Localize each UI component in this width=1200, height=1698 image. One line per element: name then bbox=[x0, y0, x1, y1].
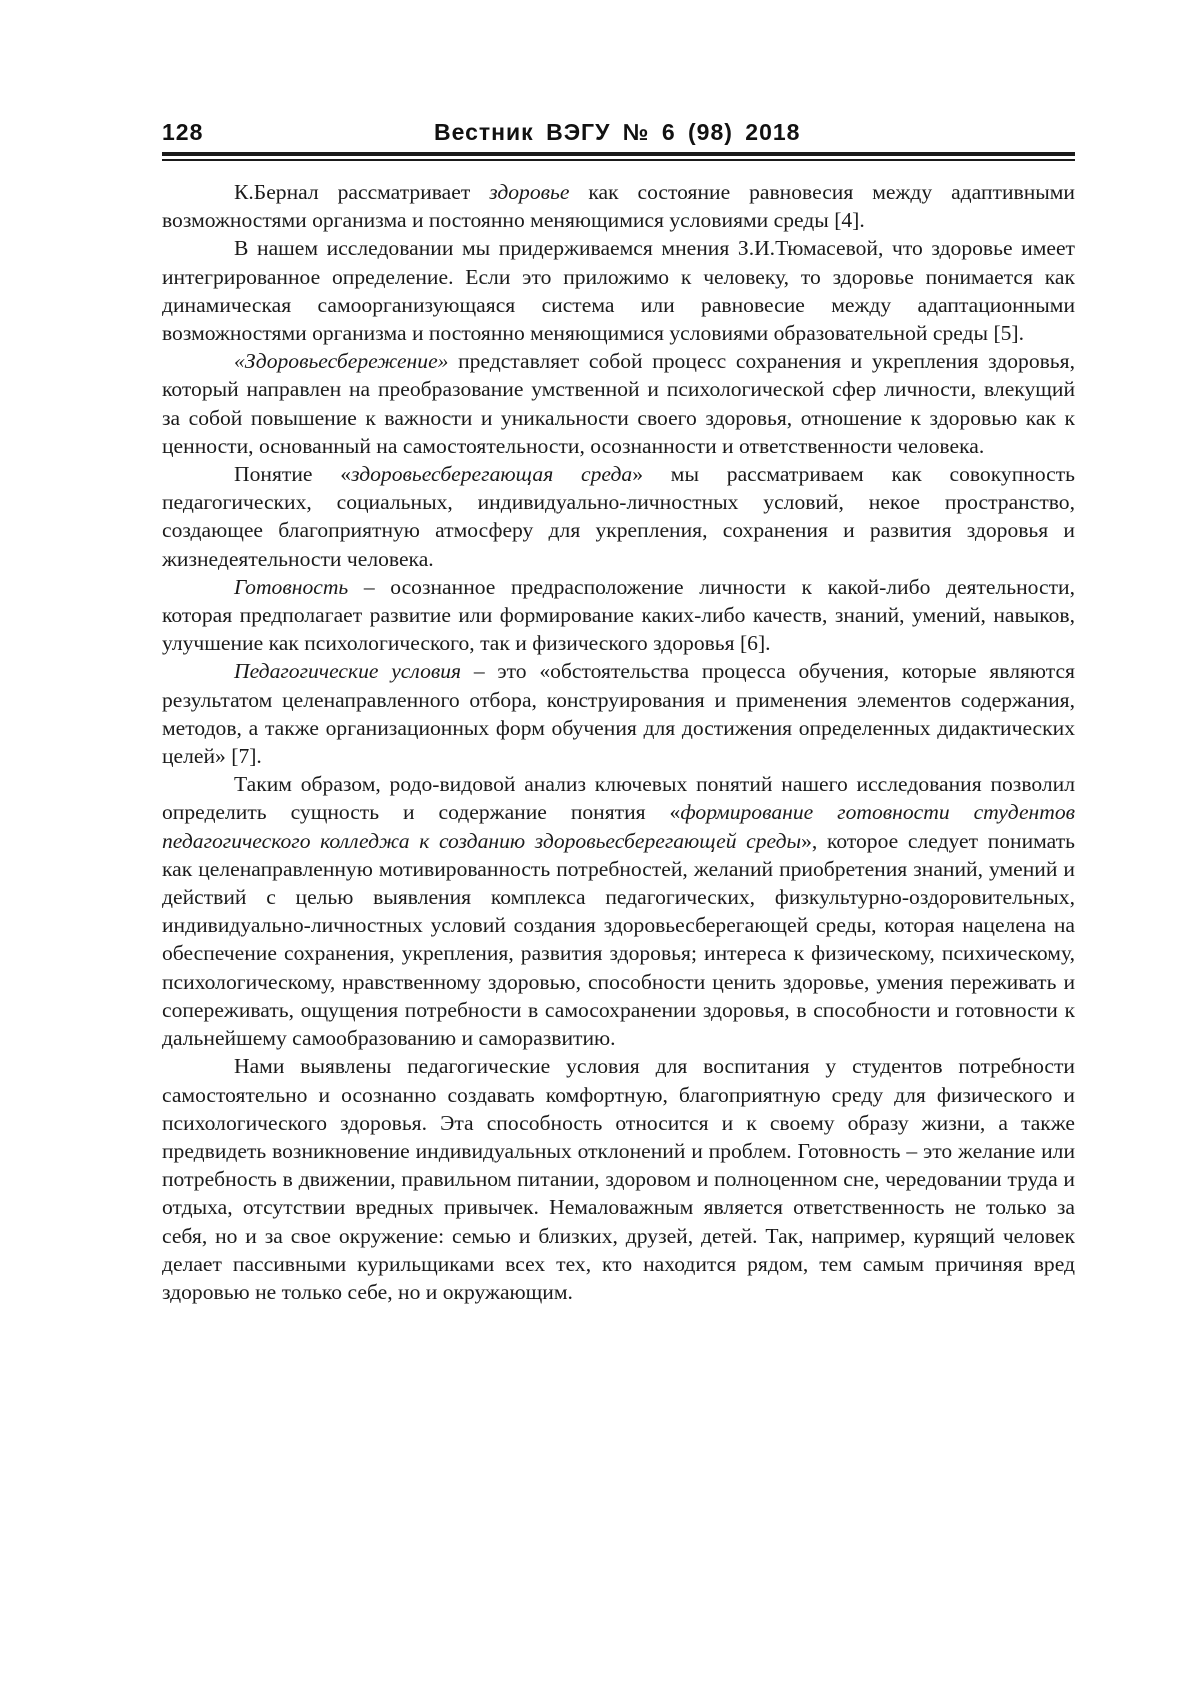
term-italic: Педагогические условия bbox=[234, 659, 462, 684]
text-run: Таким образом, родо-видовой анализ ключевых понятий нашего исследования позволил определить сущность и содержание понятия « bbox=[162, 772, 1075, 825]
page-header bbox=[162, 119, 1075, 153]
text-run: как состояние равновесия между адаптивными возможностями организма и постоянно меняющимися условиями среды [4]. bbox=[162, 180, 1075, 233]
term-italic: Готовность bbox=[234, 574, 349, 599]
page-number: 128 bbox=[162, 119, 204, 145]
term-italic: здоровьесберегающая среда bbox=[351, 462, 633, 487]
text-run: Понятие « bbox=[234, 462, 352, 487]
paragraph-health-saving bbox=[162, 347, 1075, 460]
paragraph-conditions-identified bbox=[162, 1052, 1075, 1306]
paragraph-tyumaseva bbox=[162, 234, 1075, 347]
term-italic: «Здоровьесбережение» bbox=[234, 349, 449, 374]
text-run: В нашем исследовании мы придерживаемся мнения З.И.Тюмасевой, что здоровье имеет интегрированное определение. Если это приложимо к человеку, то здоровье понимается как динамическая самоорганизующаяся система или равновесие между адаптационными возможностями организма и постоянно меняющимися условиями образовательной среды [5]. bbox=[162, 236, 1075, 346]
journal-title: Вестник ВЭГУ № 6 (98) 2018 bbox=[434, 119, 801, 145]
text-run: – это «обстоятельства процесса обучения, которые являются результатом целенаправленного отбора, конструирования и применения элементов содержания, методов, а также организационных форм обучения для достижения определенных дидактических целей» [7]. bbox=[162, 659, 1075, 769]
text-run: », которое следует понимать как целенаправленную мотивированность потребностей, желаний приобретения знаний, умений и действий с целью выявления комплекса педагогических, физкультурно-оздоровительных, индивидуально-личностных условий создания здоровьесберегающей среды, которая нацелена на обеспечение сохранения, укрепления, развития здоровья; интереса к физическому, психическому, психологическому, нравственному здоровью, способности ценить здоровье, умения переживать и сопереживать, ощущения потребности в самосохранении здоровья, в способности и готовности к дальнейшему самообразованию и саморазвитию. bbox=[162, 828, 1075, 1051]
paragraph-pedagogical-conditions bbox=[162, 657, 1075, 770]
paragraph-analysis bbox=[162, 770, 1075, 1052]
paragraph-environment bbox=[162, 460, 1075, 573]
text-run: К.Бернал рассматривает bbox=[234, 180, 490, 204]
paragraph-bernal bbox=[162, 178, 1075, 234]
header-rule-thin bbox=[162, 159, 1075, 161]
term-italic: здоровье bbox=[489, 180, 570, 204]
term-italic: формирование готовности студентов педагогического колледжа к созданию здоровьесберегающей среды bbox=[162, 800, 1076, 853]
text-run: » мы рассматриваем как совокупность педагогических, социальных, индивидуально-личностных условий, некое пространство, создающее благоприятную атмосферу для укрепления, сохранения и развития здоровья и жизнедеятельности человека. bbox=[162, 462, 1076, 571]
text-run: представляет собой процесс сохранения и укрепления здоровья, который направлен на преобразование умственной и психологической сфер личности, влекущий за собой повышение к важности и уникальности своего здоровья, отношение к здоровью как к ценности, основанный на самостоятельности, осознанности и ответственности человека. bbox=[162, 349, 1075, 458]
article-body bbox=[162, 178, 1075, 1306]
text-run: – осознанное предрасположение личности к какой-либо деятельности, которая предполагает развитие или формирование каких-либо качеств, знаний, умений, навыков, улучшение как психологического, так и физического здоровья [6]. bbox=[162, 574, 1075, 656]
paragraph-readiness bbox=[162, 573, 1075, 658]
text-run: Нами выявлены педагогические условия для воспитания у студентов потребности самостоятельно и осознанно создавать комфортную, благоприятную среду для физического и психологического здоровья. Эта способность относится и к своему образу жизни, а также предвидеть возникновение индивидуальных отклонений и проблем. Готовность – это желание или потребность в движении, правильном питании, здоровом и полноценном сне, чередовании труда и отдыха, отсутствии вредных привычек. Немаловажным является ответственность не только за себя, но и за свое окружение: семью и близких, друзей, детей. Так, например, курящий человек делает пассивными курильщиками всех тех, кто находится рядом, тем самым причиняя вред здоровью не только себе, но и окружающим. bbox=[162, 1054, 1075, 1304]
header-rule-thick bbox=[162, 152, 1075, 156]
